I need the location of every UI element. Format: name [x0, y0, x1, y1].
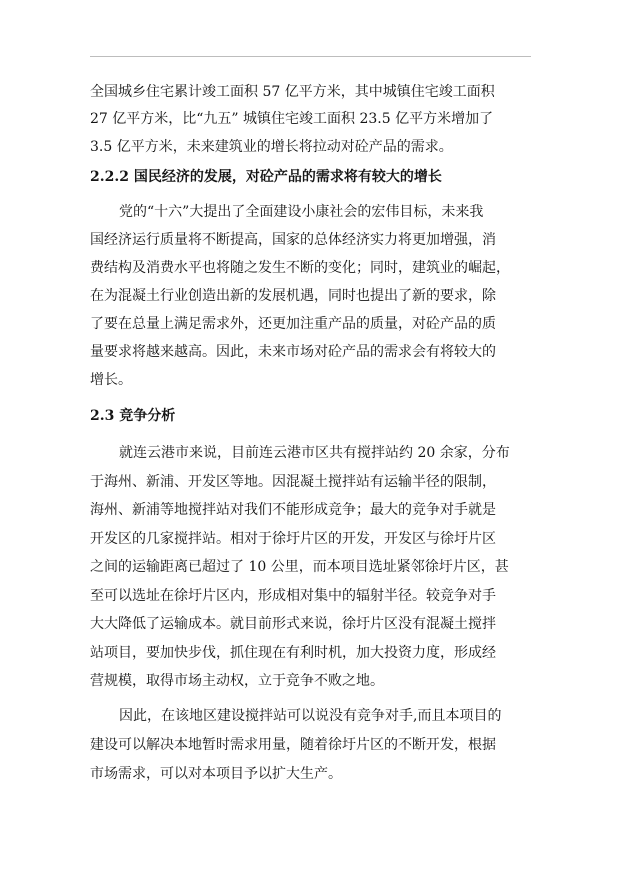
paragraph-2-3-a-line-8: 站项目，要加快步伐，抓住现在有利时机，加大投资力度，形成经: [90, 645, 496, 661]
paragraph-2-3-a-line-2: 于海州、新浦、开发区等地。因混凝土搅拌站有运输半径的限制，: [90, 474, 496, 490]
section-heading-2-2-2: 2.2.2 国民经济的发展，对砼产品的需求将有较大的增长: [90, 169, 442, 185]
paragraph-2-3-a-line-4: 开发区的几家搅拌站。相对于徐圩片区的开发，开发区与徐圩片区: [90, 531, 496, 547]
paragraph-2-3-b-line-3: 市场需求，可以对本项目予以扩大生产。: [90, 766, 342, 782]
paragraph-2-2-2-line-1: 党的“十六”大提出了全面建设小康社会的宏伟目标，未来我: [119, 204, 484, 220]
intro-line-2: 27 亿平方米，比“九五” 城镇住宅竣工面积 23.5 亿平方米增加了: [90, 111, 494, 127]
paragraph-2-2-2-line-6: 量要求将越来越高。因此，未来市场对砼产品的需求会有将较大的: [90, 344, 496, 360]
paragraph-2-3-b-line-2: 建设可以解决本地暂时需求用量，随着徐圩片区的不断开发，根据: [90, 737, 496, 753]
paragraph-2-2-2-line-2: 国经济运行质量将不断提高，国家的总体经济实力将更加增强，消: [90, 232, 496, 248]
intro-line-3: 3.5 亿平方米，未来建筑业的增长将拉动对砼产品的需求。: [90, 139, 453, 155]
paragraph-2-3-b-line-1: 因此，在该地区建设搅拌站可以说没有竞争对手,而且本项目的: [119, 708, 502, 724]
paragraph-2-3-a-line-9: 营规模，取得市场主动权，立于竞争不败之地。: [90, 673, 384, 689]
paragraph-2-3-a-line-5: 之间的运输距离已超过了 10 公里，而本项目选址紧邻徐圩片区，甚: [90, 559, 509, 575]
paragraph-2-2-2-line-5: 了要在总量上满足需求外，还更加注重产品的质量，对砼产品的质: [90, 316, 496, 332]
paragraph-2-3-a-line-6: 至可以选址在徐圩片区内，形成相对集中的辐射半径。较竞争对手: [90, 588, 496, 604]
intro-line-1: 全国城乡住宅累计竣工面积 57 亿平方米，其中城镇住宅竣工面积: [90, 84, 495, 100]
paragraph-2-3-a-line-1: 就连云港市来说，目前连云港市区共有搅拌站约 20 余家，分布: [119, 445, 510, 461]
paragraph-2-2-2-line-7: 增长。: [90, 372, 132, 388]
paragraph-2-2-2-line-4: 在为混凝土行业创造出新的发展机遇，同时也提出了新的要求，除: [90, 288, 496, 304]
paragraph-2-2-2-line-3: 费结构及消费水平也将随之发生不断的变化；同时，建筑业的崛起，: [90, 260, 510, 276]
paragraph-2-3-a-line-3: 海州、新浦等地搅拌站对我们不能形成竞争；最大的竞争对手就是: [90, 502, 496, 518]
header-rule: [90, 56, 531, 57]
section-heading-2-3: 2.3 竞争分析: [90, 408, 176, 424]
paragraph-2-3-a-line-7: 大大降低了运输成本。就目前形式来说，徐圩片区没有混凝土搅拌: [90, 616, 496, 632]
